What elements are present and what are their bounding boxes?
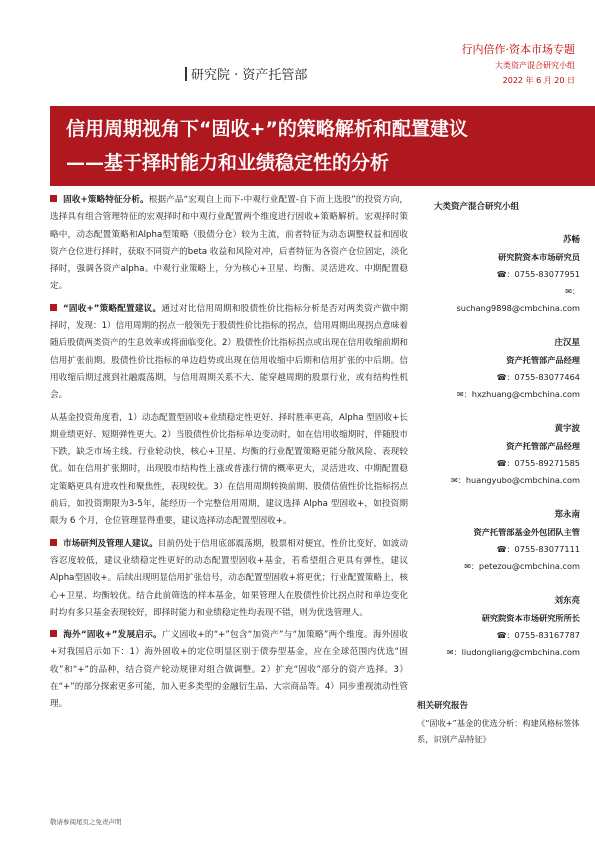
email-icon: ✉： [565, 287, 580, 296]
report-meta [462, 42, 576, 88]
analyst-name: 苏畅 [562, 235, 580, 245]
paragraph-text: 根据产品“宏观自上而下-中观行业配置-自下而上选股”的投资方向，选择具有组合管理特征的宏观择时和中观行业配置两个维度进行固收+策略解析。宏观择时策略中，动态配置策略和Alpha型策略（股债分仓）较为主流，前者特征为动态调整权益和固收资产仓位进行择时，获取不同资产的beta 收益和风险对冲，后者特征为各资产仓位固定，淡化择时，强调各资产alpha。中观行业策略上，分为核心+卫星、均衡、灵活进攻、中期配置稳定。 [50, 195, 408, 292]
paragraph-keyword: 固收+策略特征分析。 [63, 195, 149, 205]
department-label: 研究院 · 资产托管部 [191, 68, 308, 83]
analyst-title: 资产托管部产品经理 [506, 355, 580, 365]
paragraph-text: 目前仍处于信用底部震荡期，股票相对便宜，性价比变好，如波动容忍度较低，建议业绩稳定性更好的动态配置型固收+基金，若希望组合更具有弹性，建议Alpha型固收+。后续出现明显信用扩张信号，动态配置型固收+将更优；行业配置策略上，核心+卫星、均衡较优。结合此前筛选的样本基金，如果管理人在股债性价比拐点时和单边变化时均有多只基金表现较好，即择时能力和业绩稳定性均表现不错，则为优选管理人。 [50, 538, 408, 618]
paragraph-text: 从基金投资角度看，1）动态配置型固收+业绩稳定性更好、择时胜率更高，Alpha 型固收+长期业绩更好、短期弹性更大。2）当股债性价比指标单边变动时，如在信用收缩期时，伴随股市下跌，缺乏市场主线、行业轮动快，核心+卫星、均衡的行业配置策略更能分散风险、表现较优。如在信用扩张期时，出现股市结构性上涨或普涨行情的概率更大，灵活进攻、中期配置稳定策略更具有进攻性和聚焦性，表现较优。3）在信用周期转换前期、股债估值性价比指标拐点前后，如投资期限为3-5年，能经历一个完整信用周期，建议选择 Alpha 型固收+，如投资期限为 6 个月，仓位管理显得重要，建议选择动态配置型固收+。 [50, 412, 408, 527]
related-heading: 相关研究报告 [417, 701, 469, 711]
bullet-icon [50, 304, 57, 311]
team-small: 大类资产混合研究小组 [495, 61, 575, 70]
bullet-icon [50, 539, 57, 546]
analyst-card [420, 593, 580, 661]
team-name: 大类资产混合研究小组 [434, 202, 520, 212]
related-report-link[interactable]: 《“固收+”基金的优选分析：构建风格标签体系，识别产品特征》 [417, 718, 580, 744]
department-header [185, 64, 307, 83]
analyst-title: 资产托管部基金外包团队主管 [473, 527, 580, 537]
analyst-card [420, 335, 580, 403]
phone-icon: ☎： [496, 459, 515, 468]
phone-icon: ☎： [496, 373, 515, 382]
paragraph-text: 通过对比信用周期和股债性价比指标分析是否对两类资产做中期择时，发现：1）信用周期的拐点一般领先于股债性价比指标的拐点，信用周期出现拐点意味着随后股债两类资产的生息效率或将面临变化。2）股债性价比指标拐点或出现在信用收缩前期和信用扩张前期。股债性价比指标的单边趋势或出现在信用收缩中后期和信用扩张的中后期。信用收缩后期过渡到社融震荡期，与信用周期关系不大、能穿越周期的股票行业，或有结构性机会。 [50, 303, 408, 401]
paragraph-text: 广义固收+的“+”包含“加资产”与“加策略”两个维度。海外固收+对我国启示如下：1）海外固收+的定位明显区别于债券型基金，应在全球范围内优选“固收”和“+”的品种，结合资产轮动规律对组合做调整。2）扩充“固收”部分的资产选择。3）在“+”的部分探索更多可能，加入更多类型的金融衍生品、大宗商品等。4）同步重视流动性管理。 [50, 630, 409, 710]
analyst-phone: 0755-83077111 [514, 544, 580, 554]
report-subtitle: ——基于择时能力和业绩稳定性的分析 [66, 152, 390, 174]
analyst-name: 黄宇波 [554, 424, 580, 434]
related-reports [417, 697, 582, 747]
paragraph-market [50, 536, 408, 622]
analyst-card [420, 421, 580, 489]
analyst-phone: 0755-89271585 [514, 458, 580, 468]
analyst-name: 郑永南 [554, 510, 580, 520]
analyst-card [420, 507, 580, 575]
analyst-title: 资产托管部产品经理 [506, 441, 580, 451]
email-icon: ✉： [457, 390, 472, 399]
paragraph-allocation [50, 301, 408, 405]
title-banner [50, 106, 595, 186]
email-icon: ✉： [446, 648, 462, 657]
analyst-card [420, 232, 580, 317]
analyst-email[interactable]: huangyubo@cmbchina.com [465, 475, 580, 485]
analyst-email[interactable]: liudongliang@cmbchina.com [461, 647, 580, 657]
phone-icon: ☎： [496, 631, 515, 640]
analyst-title: 研究院资本市场研究员 [498, 252, 580, 262]
analyst-email[interactable]: hxzhuang@cmbchina.com [471, 389, 580, 399]
series-title: 行内倍作·资本市场专题 [461, 43, 575, 56]
report-title: 信用周期视角下“固收+”的策略解析和配置建议 [66, 118, 468, 140]
paragraph-keyword: 市场研判及管理人建议。 [63, 538, 158, 549]
bullet-icon [50, 630, 57, 637]
analyst-title: 研究院资本市场研究所所长 [481, 613, 580, 623]
analyst-sidebar [420, 200, 580, 661]
phone-icon: ☎： [496, 545, 515, 554]
analyst-phone: 0755-83077951 [514, 269, 580, 279]
disclaimer-footer: 敬请参阅尾页之免责声明 [50, 818, 122, 826]
summary-body [50, 192, 408, 714]
paragraph-fund-view [50, 410, 408, 531]
paragraph-keyword: “固收+”策略配置建议。 [63, 303, 162, 314]
paragraph-overseas [50, 627, 408, 713]
analyst-phone: 0755-83167787 [514, 630, 580, 640]
analyst-phone: 0755-83077464 [514, 372, 580, 382]
email-icon: ✉： [451, 476, 466, 485]
divider-bar [185, 67, 187, 81]
analyst-email[interactable]: petezou@cmbchina.com [478, 561, 580, 571]
analyst-email[interactable]: suchang9898@cmbchina.com [456, 303, 580, 313]
phone-icon: ☎： [496, 270, 515, 279]
paragraph-keyword: 海外“固收+”发展启示。 [63, 630, 162, 641]
paragraph-strategy [50, 192, 408, 296]
analyst-name: 刘东亮 [554, 596, 580, 606]
analyst-name: 庄汉星 [554, 338, 580, 348]
bullet-icon [50, 195, 57, 202]
email-icon: ✉： [464, 562, 479, 571]
report-date: 2022 年 6 月 20 日 [502, 76, 575, 85]
